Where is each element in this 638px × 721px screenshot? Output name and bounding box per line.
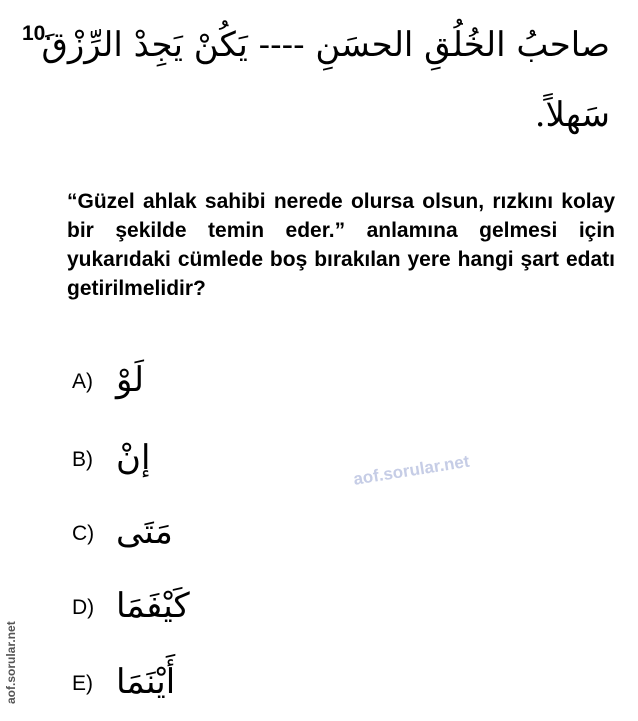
question-prompt: “Güzel ahlak sahibi nerede olursa olsun, rızkını kolay bir şekilde temin eder.” anlamına gelmesi için yukarıdaki cümlede boş bırakılan yere hangi şart edatı getirilmelidir?: [67, 190, 615, 300]
arabic-sentence-line-2: سَهلاً.: [534, 95, 610, 135]
option-d[interactable]: [72, 588, 272, 628]
option-b-letter: B): [72, 448, 93, 471]
option-d-letter: D): [72, 596, 95, 619]
arabic-sentence-line-1: صاحبُ الخُلُقِ الحسَنِ ---- يَكُنْ يَجِدْ الرِّزْقَ: [41, 25, 610, 65]
option-c[interactable]: [72, 514, 272, 554]
option-a-text: لَوْ: [116, 360, 144, 400]
watermark-side: aof.sorular.net: [4, 621, 18, 704]
option-d-text: كَيْفَمَا: [116, 586, 190, 626]
watermark-center: aof.sorular.net: [352, 451, 471, 489]
option-e-letter: E): [72, 672, 93, 695]
option-c-letter: C): [72, 522, 95, 545]
option-c-text: مَتَى: [116, 512, 173, 552]
question-number: 10.: [22, 22, 52, 45]
option-b-text: إنْ: [116, 438, 151, 478]
option-a-letter: A): [72, 370, 93, 393]
option-e-text: أَيْنَمَا: [116, 662, 176, 702]
option-b[interactable]: [72, 440, 272, 480]
option-a[interactable]: [72, 362, 272, 402]
option-e[interactable]: [72, 664, 272, 704]
